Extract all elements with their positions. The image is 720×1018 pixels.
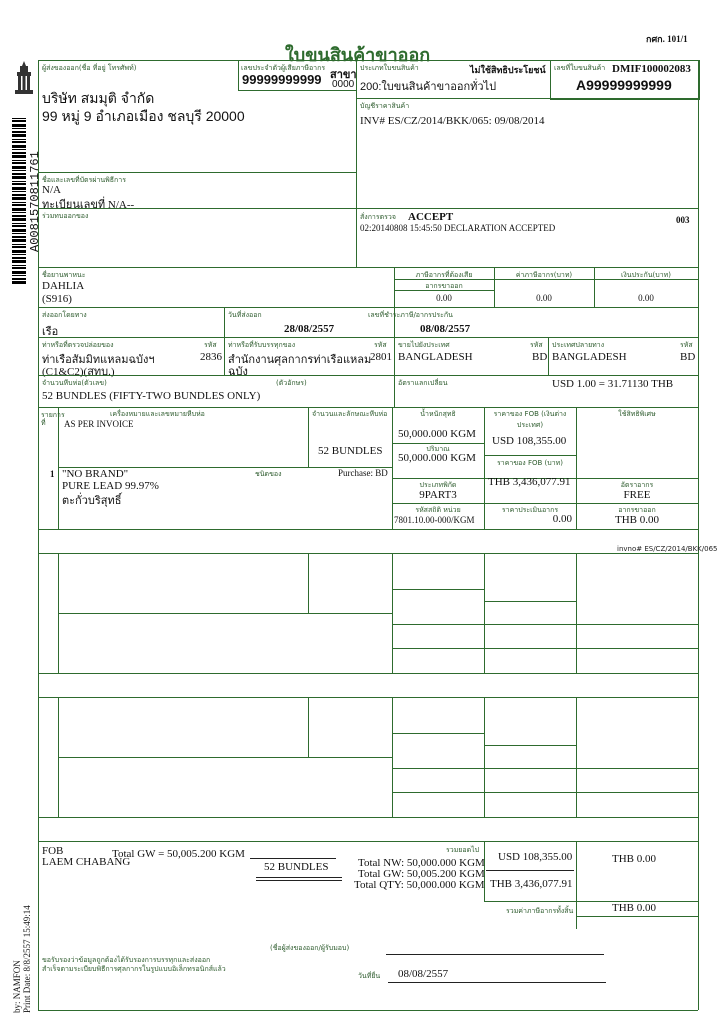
load-code-label: รหัส [204,341,217,349]
decl-type-label: ประเภทใบขนสินค้า [360,64,419,72]
guarantee-value: 0.00 [638,293,654,303]
item-marks: AS PER INVOICE [64,419,134,429]
decl-type-value: 200:ใบขนสินค้าขาออกทั่วไป [360,81,497,93]
final-code-label: รหัส [680,341,693,349]
print-date: Print Date: 8/8/2557 15:49:14 [22,905,32,1013]
page-title: ใบขนสินค้าขาออก [285,45,431,66]
totals-nw: Total NW: 50,000.000 KGM [358,857,485,869]
dest-code: BD [532,351,548,363]
item-tariff: 9PART3 [419,489,457,501]
inspection-label: สั่งการตรวจ [360,213,396,221]
declaration-text: ขอรับรองว่าข้อมูลถูกต้องได้รับรองการบรรทุกและส่งออกสำเร็จตามระเบียบพิธีการศุลกากรในรูปแบบอิเล็กทรอนิกส์แล้ว [42,956,226,973]
rate-label: อัตราแลกเปลี่ยน [398,379,448,387]
tax-id-label: เลขประจำตัวผู้เสียภาษีอากร [241,64,326,72]
exporter-ref-label: ร่วมทบออกของ [42,212,89,220]
decl-no-label: เลขที่ใบขนสินค้า [554,64,606,72]
duty-header-fee: ค่าภาษีอากร(บาท) [515,271,573,279]
customs-emblem-icon [14,60,34,96]
total-tax-label: รวมค่าภาษีอากรทั้งสิ้น [506,907,574,915]
item-export-duty: THB 0.00 [615,514,659,526]
marks-header: เครื่องหมายและเลขหมายหีบห่อ [110,410,205,418]
item-quantity: 50,000.000 KGM [398,452,476,464]
packages-letters-label: (ตัวอักษร) [276,379,307,387]
totals-gw: Total GW: 50,005.200 KGM [358,868,485,880]
load-port-label: ท่าหรือที่ตรวจปล่อยของ [42,341,114,349]
receipt-date: 08/08/2557 [420,323,471,335]
fob-thb-header: ราคาของ FOB (บาท) [497,459,563,467]
kind-header: ชนิดของ [255,470,282,478]
export-date: 28/08/2557 [284,323,335,335]
privilege-status: ไม่ใช้สิทธิประโยชน์ [470,65,546,75]
dest-label: ขายไปยังประเทศ [398,341,450,349]
totals-gw-line: Total GW = 50,005.200 KGM [112,848,245,860]
transport-mode-label: ส่งออกโดยทาง [42,311,87,319]
quantity-header: ปริมาณ [426,445,450,453]
load-port: ท่าเรือสัมมิทแหลมฉบังฯ [42,354,155,366]
barcode-text: A0081570811761 [28,151,42,252]
dest-code-label: รหัส [530,341,543,349]
item-fob-thb: THB 3,436,077.91 [488,476,571,488]
invoice-ref: invno# ES/CZ/2014/BKK/065 [617,545,718,553]
totals-packages: 52 BUNDLES [264,861,329,873]
totals-qty: Total QTY: 50,000.000 KGM [354,879,485,891]
barcode-icon [12,118,26,284]
item-brand: "NO BRAND" [62,468,129,480]
duty-rate-header: อัตราอากร [620,481,654,489]
export-duty-value: 0.00 [436,293,452,303]
form-code: กศก. 101/1 [646,34,688,44]
duty-header-tax: ภาษีอากรที่ต้องเสีย [415,271,473,279]
item-no-header: รายการที่ [41,411,65,427]
office-code-label: รหัส [374,341,387,349]
item-net-weight: 50,000.000 KGM [398,428,476,440]
invoice-value: INV# ES/CZ/2014/BKK/065: 09/08/2014 [360,115,545,127]
inspection-code: 003 [676,215,690,225]
item-stat-code: 7801.10.00-000/KGM [394,515,475,525]
exchange-rate: USD 1.00 = 31.71130 THB [552,378,674,390]
item-fob-usd: USD 108,355.00 [492,435,567,447]
load-code: 2836 [200,351,222,363]
final-label: ประเทศปลายทาง [552,341,605,349]
exporter-name: บริษัท สมมุติ จำกัด [42,90,155,106]
submit-date-label: วันที่ยื่น [358,972,381,980]
duty-header-export: อากรขาออก [425,282,463,290]
totals-sum-label: รวมยอดไป [446,846,480,854]
print-info [12,905,42,1013]
printed-by: by: NAMFON [12,960,22,1013]
fob-foreign-header: ราคาของ FOB (เงินต่างประเทศ) [493,410,567,429]
branch-label: สาขา [330,69,357,81]
item-purchase: Purchase: BD [338,468,388,478]
fee-value: 0.00 [536,293,552,303]
item-desc2: ตะกั่วบริสุทธิ์ [62,495,122,507]
totals-fob-thb: THB 3,436,077.91 [490,878,573,890]
signature-label: (ชื่อผู้ส่งของออก/ผู้รับมอบ) [270,944,350,952]
privilege-header: ใช้สิทธิพิเศษ [618,410,656,418]
item-duty-rate: FREE [623,489,651,501]
inspection-status: ACCEPT [408,211,454,223]
stat-code-header: รหัสสถิติ หน่วย [415,506,461,514]
duty-header-guarantee: เงินประกัน(บาท) [620,271,672,279]
totals-terms: FOB [42,845,64,857]
tariff-header: ประเภทพิกัด [419,481,457,489]
decl-no-value1: DMIF100002083 [612,63,691,75]
final-code: BD [680,351,696,363]
vessel-name: DAHLIA [42,280,85,292]
inspection-detail: 02:20140808 15:45:50 DECLARATION ACCEPTED [360,223,556,233]
exporter-label: ผู้ส่งของออก(ชื่อ ที่อยู่ โทรศัพท์) [42,64,137,72]
dest-country: BANGLADESH [398,351,473,363]
export-date-label: วันที่ส่งออก [228,311,262,319]
packages-label: จำนวนหีบห่อ(ตัวเลข) [42,379,107,387]
final-country: BANGLADESH [552,351,627,363]
exporter-address: 99 หมู่ 9 อำเภอเมือง ชลบุรี 20000 [42,108,245,124]
totals-fob-usd: USD 108,355.00 [498,851,573,863]
total-tax-value: THB 0.00 [612,902,656,914]
totals-port: LAEM CHABANG [42,856,131,868]
qty-pkg-header: จำนวนและลักษณะหีบห่อ [312,410,388,418]
item-assessed: 0.00 [552,513,572,525]
license-line2: ทะเบียนเลขที่ N/A-- [42,199,135,211]
net-weight-header: น้ำหนักสุทธิ [420,410,456,418]
item-desc1: PURE LEAD 99.97% [62,480,159,492]
transport-mode: เรือ [42,326,59,338]
receipt-label: เลขที่ชำระภาษี/อากรประกัน [368,311,453,319]
submit-date: 08/08/2557 [398,968,449,980]
license-line1: N/A [42,184,61,196]
item-packages: 52 BUNDLES [318,445,383,457]
packages-value: 52 BUNDLES (FIFTY-TWO BUNDLES ONLY) [42,390,261,402]
invoice-label: บัญชีราคาสินค้า [360,102,410,110]
totals-duty: THB 0.00 [612,853,656,865]
item-export-duty-header: อากรขาออก [618,506,656,514]
license-label: ชื่อและเลขที่บัตรผ่านพิธีการ [42,176,126,184]
decl-no-value2: A99999999999 [576,77,672,93]
branch-value: 0000 [332,79,355,90]
assessed-header: ราคาประเมินอากร [501,506,559,514]
item-no: 1 [50,469,55,479]
office-label: ท่าหรือที่รับบรรทุกของ [228,341,296,349]
load-port-2: (C1&C2)(สทบ.) [42,366,115,378]
office-code: 2801 [370,351,392,363]
office: สำนักงานศุลกากรท่าเรือแหลม [228,354,372,366]
vessel-voyage: (S916) [42,293,72,305]
vessel-label: ชื่อยานพาหนะ [42,271,86,279]
tax-id-value: 99999999999 [242,72,322,87]
office-2: ฉบัง [228,366,248,378]
